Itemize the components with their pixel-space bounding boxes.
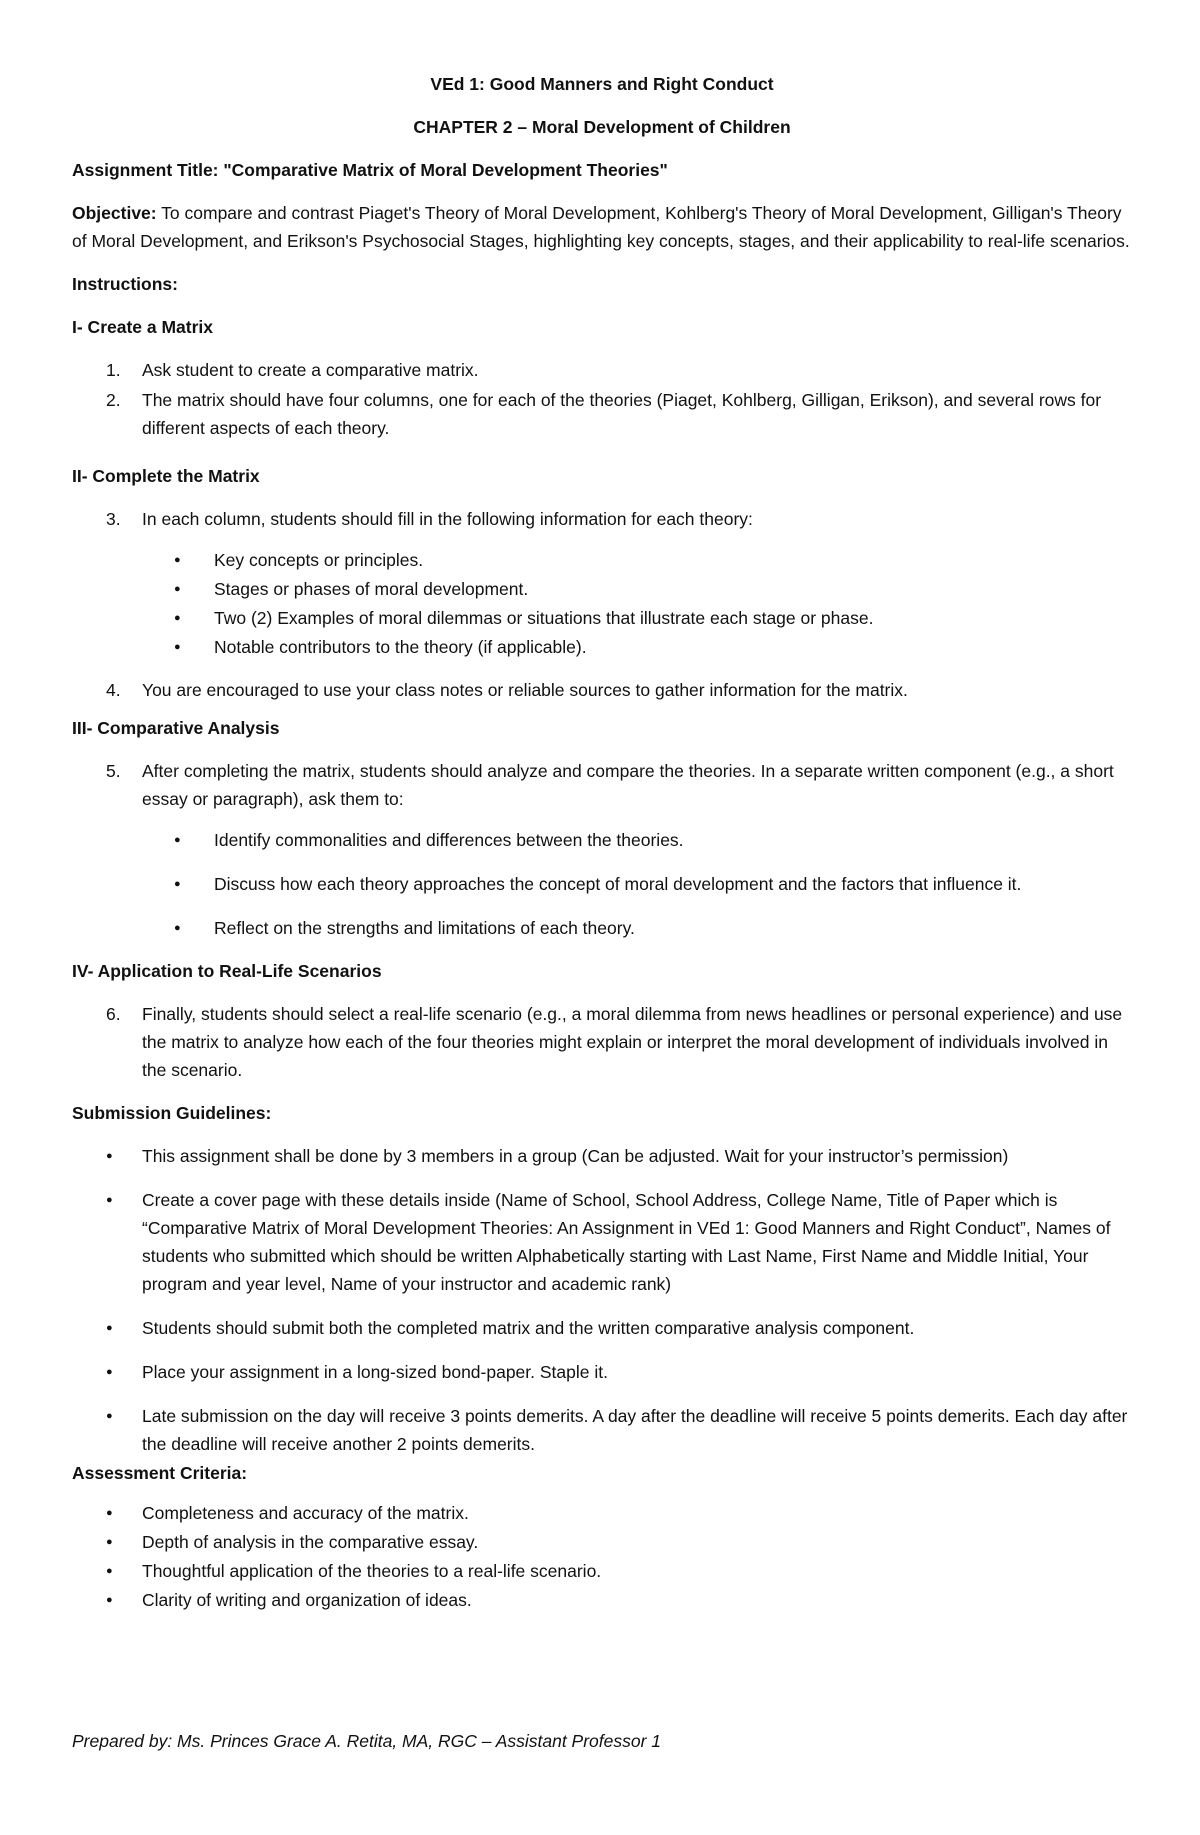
list-item: ● Place your assignment in a long-sized bond-paper. Staple it. — [72, 1358, 1132, 1386]
bullet-list — [72, 546, 1132, 661]
section-heading: II- Complete the Matrix — [72, 466, 260, 486]
objective-text: To compare and contrast Piaget's Theory of Moral Development, Kohlberg's Theory of Moral Development, Gilligan's Theory of Moral Development, and Erikson's Psychosocial Stages, highlighting key concepts, stages, and their applicability to real-life scenarios. — [72, 203, 1130, 251]
section-heading: I- Create a Matrix — [72, 317, 214, 337]
assessment-heading: Assessment Criteria: — [72, 1463, 248, 1483]
list-item: ● Create a cover page with these details inside (Name of School, School Address, College Name, Title of Paper which is “Comparative Matrix of Moral Development Theories: An Assignment in VEd 1: Good Manners and Right Conduct”, Names of students who submitted which should be written Alphabetically starting with Last Name, First Name and Middle Initial, Your program and year level, Name of your instructor and academic rank) — [72, 1186, 1132, 1298]
instructions-label: Instructions: — [72, 274, 178, 294]
course-title: VEd 1: Good Manners and Right Conduct — [430, 74, 774, 94]
item-number: 6. — [106, 1004, 121, 1024]
list-item: ● Students should submit both the completed matrix and the written comparative analysis component. — [72, 1314, 1132, 1342]
numbered-item — [72, 505, 1132, 533]
item-text: After completing the matrix, students should analyze and compare the theories. In a separate written component (e.g., a short essay or paragraph), ask them to: — [142, 761, 1114, 809]
list-item: ● Thoughtful application of the theories to a real-life scenario. — [72, 1557, 1132, 1585]
list-item: ● Identify commonalities and differences between the theories. — [72, 826, 1132, 854]
item-text: The matrix should have four columns, one for each of the theories (Piaget, Kohlberg, Gilligan, Erikson), and several rows for different aspects of each theory. — [142, 390, 1102, 438]
item-text: In each column, students should fill in the following information for each theory: — [142, 509, 753, 529]
chapter-title: CHAPTER 2 – Moral Development of Children — [413, 117, 791, 137]
numbered-item — [72, 676, 1132, 704]
item-number: 5. — [106, 761, 121, 781]
numbered-item — [72, 386, 1132, 442]
list-item: ● This assignment shall be done by 3 members in a group (Can be adjusted. Wait for your instructor’s permission) — [72, 1142, 1132, 1170]
item-number: 4. — [106, 680, 121, 700]
assignment-title: Assignment Title: "Comparative Matrix of Moral Development Theories" — [72, 160, 668, 180]
footer-prepared-by: Prepared by: Ms. Princes Grace A. Retita, MA, RGC – Assistant Professor 1 — [72, 1731, 662, 1751]
list-item: ● Stages or phases of moral development. — [72, 575, 1132, 603]
item-number: 3. — [106, 509, 121, 529]
item-number: 1. — [106, 360, 121, 380]
list-item: ● Clarity of writing and organization of ideas. — [72, 1586, 1132, 1614]
objective-paragraph — [72, 199, 1132, 255]
submission-heading: Submission Guidelines: — [72, 1103, 272, 1123]
numbered-item — [72, 1000, 1132, 1084]
item-text: Finally, students should select a real-life scenario (e.g., a moral dilemma from news headlines or personal experience) and use the matrix to analyze how each of the four theories might explain or interpret the moral development of individuals involved in the scenario. — [142, 1004, 1123, 1080]
objective-label: Objective: — [72, 203, 157, 223]
document-body — [72, 70, 1132, 1615]
list-item: ● Reflect on the strengths and limitations of each theory. — [72, 914, 1132, 942]
list-item: ● Late submission on the day will receive 3 points demerits. A day after the deadline will receive 5 points demerits. Each day after the deadline will receive another 2 points demerits. — [72, 1402, 1132, 1458]
list-item: ● Notable contributors to the theory (if applicable). — [72, 633, 1132, 661]
item-number: 2. — [106, 390, 121, 410]
list-item: ● Key concepts or principles. — [72, 546, 1132, 574]
numbered-item — [72, 757, 1132, 813]
item-text: You are encouraged to use your class notes or reliable sources to gather information for the matrix. — [142, 680, 908, 700]
list-item: ● Completeness and accuracy of the matrix. — [72, 1499, 1132, 1527]
section-heading: IV- Application to Real-Life Scenarios — [72, 961, 382, 981]
item-text: Ask student to create a comparative matrix. — [142, 360, 479, 380]
bullet-list — [72, 826, 1132, 942]
list-item: ● Two (2) Examples of moral dilemmas or situations that illustrate each stage or phase. — [72, 604, 1132, 632]
section-heading: III- Comparative Analysis — [72, 718, 280, 738]
list-item: ● Depth of analysis in the comparative essay. — [72, 1528, 1132, 1556]
numbered-item — [72, 356, 1132, 384]
list-item: ● Discuss how each theory approaches the concept of moral development and the factors that influence it. — [72, 870, 1132, 898]
